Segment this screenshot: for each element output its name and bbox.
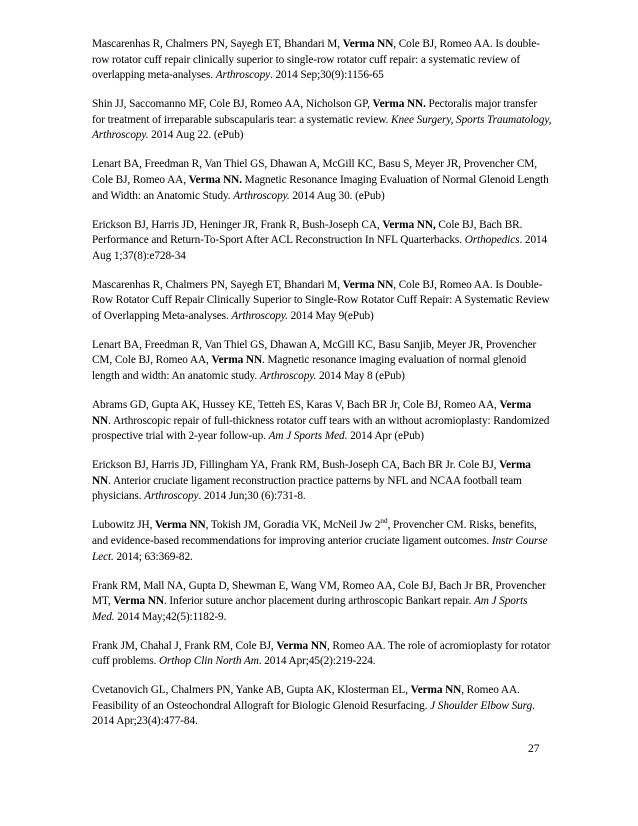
reference-text: 2014 Aug 30. (ePub) [289,189,385,202]
reference-text: , Provencher CM. Risks, benefits, and evidence-based recommendations for improving anterior cruciate ligament outcomes. [92,519,537,547]
reference-entry [92,518,552,565]
author-highlight: Verma NN [92,399,532,427]
journal-name: J Shoulder Elbow Surg [430,699,533,712]
reference-text: 2014 May 9(ePub) [287,309,374,322]
reference-text: . 2014 Sep;30(9):1156-65 [270,69,384,82]
page-number: 27 [528,743,540,755]
author-highlight: Verma NN [155,519,206,532]
reference-text: 2014 May;42(5):1182-9. [114,610,227,623]
reference-text: Cole BJ, Bach BR. Performance and Return-To-Sport After ACL Reconstruction In NFL Quarterbacks. [92,218,523,247]
reference-entry [92,278,552,325]
reference-text: . 2014 Apr;45(2):219-224. [258,655,376,668]
journal-name: Knee Surgery, Sports Traumatology, Arthroscopy. [92,113,552,142]
reference-text: Cvetanovich GL, Chalmers PN, Yanke AB, Gupta AK, Klosterman EL, [92,684,411,697]
journal-name: Arthroscopy [215,69,271,82]
reference-text: Erickson BJ, Harris JD, Heninger JR, Frank R, Bush-Joseph CA, [92,218,383,231]
author-highlight: Verma NN, [382,218,436,231]
reference-text: Lubowitz JH, [92,519,156,532]
reference-text: . 2014 Apr;23(4):477-84. [92,699,535,728]
reference-text: Mascarenhas R, Chalmers PN, Sayegh ET, Bhandari M, [92,38,343,50]
author-highlight: Verma NN [342,38,394,50]
reference-text: , Tokish JM, Goradia VK, McNeil Jw 2 [205,519,381,532]
reference-text: Shin JJ, Saccomanno MF, Cole BJ, Romeo AA, Nicholson GP, [92,98,373,111]
author-highlight: Verma NN [211,354,263,367]
ordinal-superscript: nd [380,516,388,526]
journal-name: Arthroscopy. [231,309,288,322]
journal-name: Instr Course Lect. [92,534,548,563]
reference-text: Mascarenhas R, Chalmers PN, Sayegh ET, Bhandari M, [92,278,343,291]
reference-entry [92,37,552,84]
reference-entry [92,338,552,385]
author-highlight: Verma NN [276,639,327,652]
reference-text: . 2014 Jun;30 (6):731-8. [198,490,306,503]
reference-text: 2014 May 8 (ePub) [316,370,405,383]
author-highlight: Verma NN [113,595,164,608]
reference-entry [92,157,552,204]
journal-name: Orthopedics [464,234,520,247]
author-highlight: Verma NN. [188,173,242,186]
reference-text: . Arthroscopic repair of full-thickness rotator cuff tears with an without acromioplasty: Randomized prospective trial with 2-year follow-up. [92,414,550,443]
reference-text: 2014; 63:369-82. [113,550,193,563]
reference-text: Erickson BJ, Harris JD, Fillingham YA, Frank RM, Bush-Joseph CA, Bach BR Jr. Cole BJ, [92,459,500,472]
reference-text: Lenart BA, Freedman R, Van Thiel GS, Dhawan A, McGill KC, Basu Sanjib, Meyer JR, Provencher CM, Cole BJ, Romeo AA, [92,338,537,367]
author-highlight: Verma NN [92,459,531,487]
journal-name: Arthroscopy. [233,189,290,202]
reference-text: 2014 Aug 22. (ePub) [148,129,244,142]
author-highlight: Verma NN [342,278,394,291]
reference-list [92,37,552,743]
reference-entry [92,398,552,445]
journal-name: Orthop Clin North Am [159,655,259,668]
reference-entry [92,218,552,265]
reference-entry [92,683,552,730]
reference-entry [92,579,552,626]
reference-text: Frank RM, Mall NA, Gupta D, Shewman E, Wang VM, Romeo AA, Cole BJ, Bach Jr BR, Provencher MT, [92,579,546,608]
reference-text: Pectoralis major transfer for treatment of irreparable subscapularis tear: a systematic review. [92,98,538,126]
author-highlight: Verma NN [410,684,462,697]
reference-text: . Magnetic resonance imaging evaluation of normal glenoid length and width: An anatomic study. [92,354,527,383]
reference-entry [92,97,552,144]
reference-text: Abrams GD, Gupta AK, Hussey KE, Tetteh ES, Karas V, Bach BR Jr, Cole BJ, Romeo AA, [92,399,500,412]
reference-text: , Romeo AA. The role of acromioplasty for rotator cuff problems. [92,639,551,668]
reference-text: 2014 Apr (ePub) [347,430,424,443]
reference-text: , Cole BJ, Romeo AA. Is double-row rotator cuff repair clinically superior to single-row rotator cuff repair: a systematic review of overlapping meta-analyses. [92,38,540,82]
reference-text: , Cole BJ, Romeo AA. Is Double-Row Rotator Cuff Repair Clinically Superior to Single-Row Rotator Cuff Repair: A Systematic Review of Overlapping Meta-analyses. [92,278,550,322]
reference-text: Lenart BA, Freedman R, Van Thiel GS, Dhawan A, McGill KC, Basu S, Meyer JR, Provencher CM, Cole BJ, Romeo AA, [92,158,537,186]
reference-text: Magnetic Resonance Imaging Evaluation of Normal Glenoid Length and Width: an Anatomic Study. [92,173,549,202]
reference-entry [92,458,552,505]
reference-entry [92,639,552,670]
reference-text: . Inferior suture anchor placement during arthroscopic Bankart repair. [163,595,474,608]
journal-name: Am J Sports Med. [92,595,528,623]
journal-name: Arthroscopy [144,490,199,503]
reference-text: . 2014 Aug 1;37(8):e728-34 [92,234,548,262]
reference-text: . Anterior cruciate ligament reconstruction practice patterns by NFL and NCAA football team physicians. [92,474,522,503]
journal-name: Arthroscopy. [259,370,317,383]
author-highlight: Verma NN. [372,98,426,111]
journal-name: Am J Sports Med. [268,430,348,443]
reference-text: Frank JM, Chahal J, Frank RM, Cole BJ, [92,639,277,652]
reference-text: , Romeo AA. Feasibility of an Osteochondral Allograft for Biologic Glenoid Resurfacing. [92,684,520,712]
